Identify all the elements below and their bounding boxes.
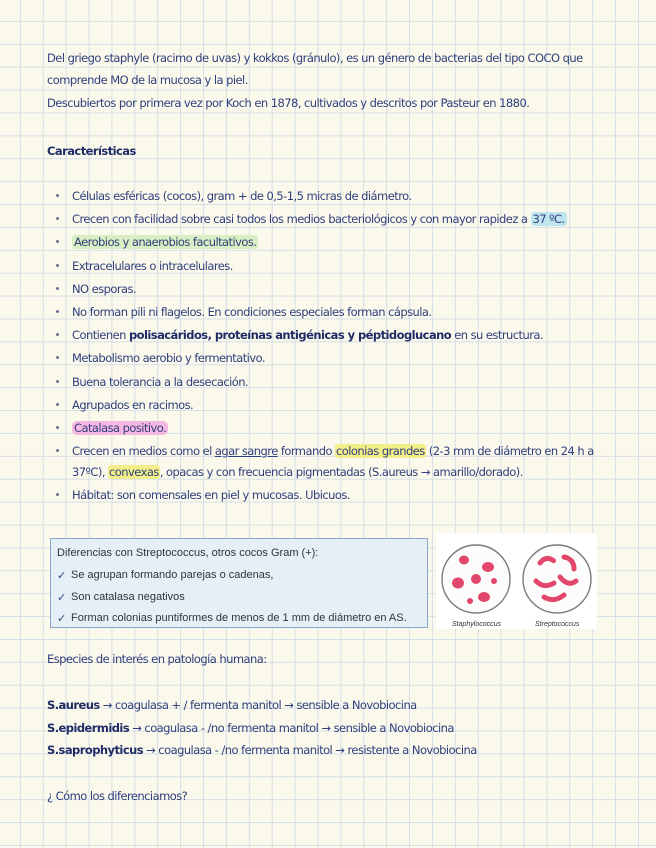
petri-dish-streptococcus xyxy=(523,545,591,613)
check-icon: ✓ xyxy=(57,591,67,604)
bullet-dot xyxy=(56,493,59,496)
list-item: Metabolismo aerobio y fermentativo. xyxy=(72,351,265,365)
bullet-dot xyxy=(56,264,59,267)
differences-title: Diferencias con Streptococcus, otros cocos Gram (+): xyxy=(57,547,319,559)
differences-item: Se agrupan formando parejas o cadenas, xyxy=(71,569,274,581)
caption-staphylococcus: Staphylococcus xyxy=(452,621,502,628)
bullet-dot xyxy=(56,380,59,383)
highlight-aerobios: Aerobios y anaerobios facultativos. xyxy=(74,235,257,249)
list-item: NO esporas. xyxy=(72,282,137,296)
species-heading: Especies de interés en patología humana: xyxy=(47,652,267,666)
petri-dishes-image xyxy=(436,533,597,629)
differences-item: Forman colonias puntiformes de menos de 1 mm de diámetro en AS. xyxy=(71,612,407,624)
caption-streptococcus: Streptococcus xyxy=(535,621,580,628)
bullet-dot xyxy=(56,449,59,452)
list-item: Crecen en medios como el agar sangre formando colonias grandes (2-3 mm de diámetro en 24 h a xyxy=(72,444,594,458)
intro-line-1: Del griego staphyle (racimo de uvas) y kokkos (gránulo), es un género de bacterias del tipo COCO que xyxy=(47,51,583,65)
list-item: Células esféricas (cocos), gram + de 0,5-1,5 micras de diámetro. xyxy=(72,189,412,203)
question: ¿ Cómo los diferenciamos? xyxy=(47,789,188,803)
list-item: Buena tolerancia a la desecación. xyxy=(72,375,249,389)
species-row: S.saprophyticus → coagulasa - /no fermenta manitol → resistente a Novobiocina xyxy=(47,743,477,757)
species-row: S.aureus → coagulasa + / fermenta manitol → sensible a Novobiocina xyxy=(47,698,417,712)
list-item xyxy=(72,235,258,249)
intro-line-2: comprende MO de la mucosa y la piel. xyxy=(47,73,248,87)
bullet-dot xyxy=(56,217,59,220)
highlight-catalasa: Catalasa positivo. xyxy=(74,421,167,435)
list-item: Contienen polisacáridos, proteínas antigénicas y péptidoglucano en su estructura. xyxy=(72,328,543,342)
bullet-dot xyxy=(56,356,59,359)
bullet-dot xyxy=(56,426,59,429)
list-item: Hábitat: son comensales en piel y mucosas. Ubicuos. xyxy=(72,488,350,502)
section-heading: Características xyxy=(47,144,136,158)
check-icon: ✓ xyxy=(57,612,67,625)
species-row: S.epidermidis → coagulasa - /no fermenta manitol → sensible a Novobiocina xyxy=(47,721,454,735)
differences-item: Son catalasa negativos xyxy=(71,591,185,603)
bullet-dot xyxy=(56,194,59,197)
list-item: Agrupados en racimos. xyxy=(72,398,194,412)
bacteria-illustration xyxy=(436,533,597,629)
list-item: Crecen con facilidad sobre casi todos los medios bacteriológicos y con mayor rapidez a 37 ºC. xyxy=(72,212,565,226)
list-item: No forman pili ni flagelos. En condiciones especiales forman cápsula. xyxy=(72,305,432,319)
highlight-37c: 37 ºC. xyxy=(532,212,565,226)
bullet-dot xyxy=(56,403,59,406)
bullet-dot xyxy=(56,240,59,243)
differences-box xyxy=(50,538,428,628)
bullet-dot xyxy=(56,287,59,290)
list-item xyxy=(72,421,168,435)
list-item-continuation: 37ºC), convexas, opacas y con frecuencia pigmentadas (S.aureus → amarillo/dorado). xyxy=(72,465,523,479)
bullet-dot xyxy=(56,310,59,313)
intro-line-3: Descubiertos por primera vez por Koch en 1878, cultivados y descritos por Pasteur en 1880. xyxy=(47,96,530,110)
list-item: Extracelulares o intracelulares. xyxy=(72,259,233,273)
check-icon: ✓ xyxy=(57,569,67,582)
bullet-dot xyxy=(56,333,59,336)
